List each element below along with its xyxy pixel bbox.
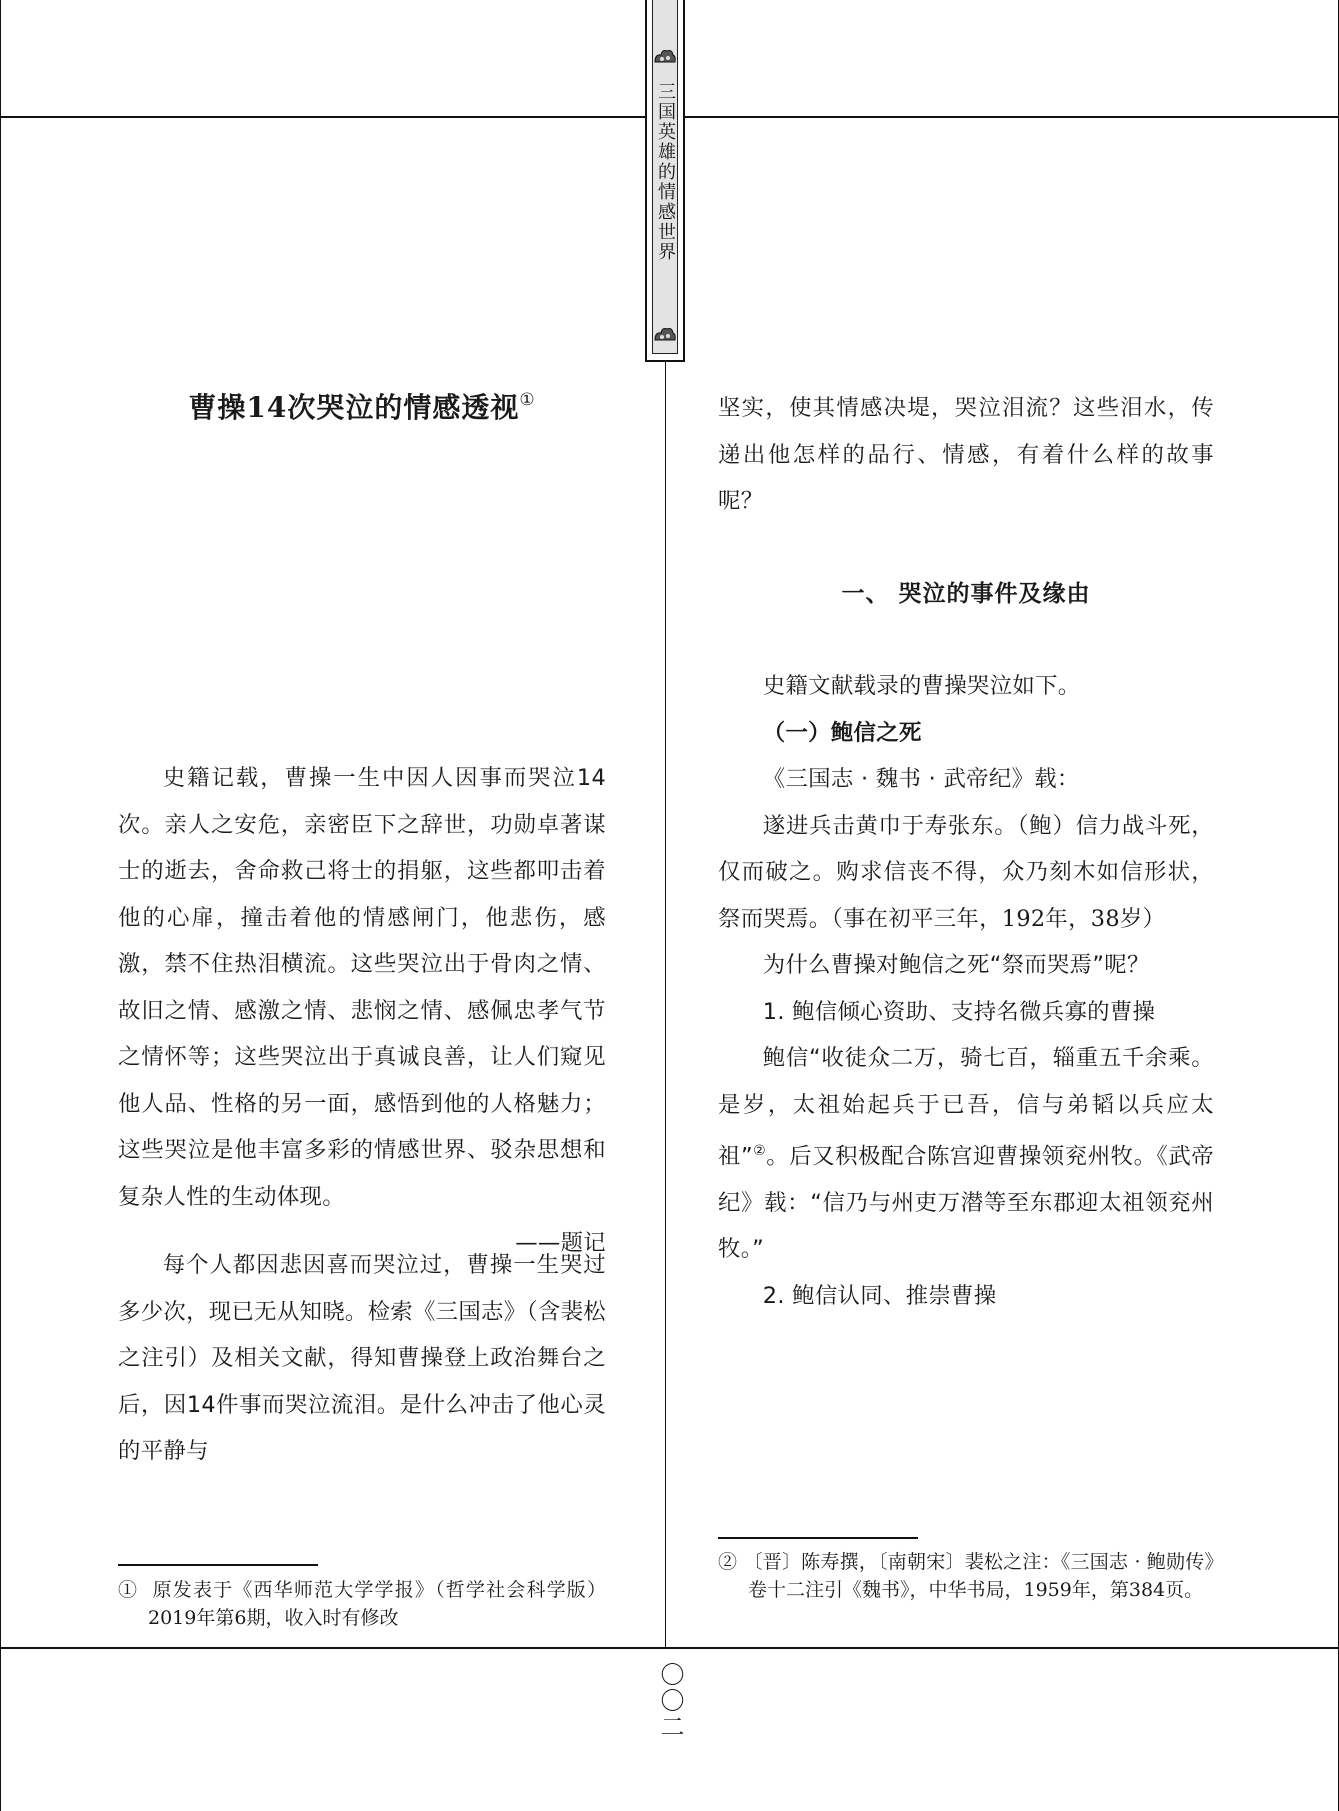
right-body: [718, 663, 1214, 1319]
subheading: （一）鲍信之死: [762, 719, 922, 746]
point-1-text-b: 。后又积极配合陈宫迎曹操领兖州牧。《武帝纪》载：“信乃与州吏万潜等至东郡迎太祖领兖州牧。”: [718, 1143, 1214, 1263]
point-1-text-a: 鲍信“收徒众二万，骑七百，辎重五千余乘。是岁，太祖始起兵于已吾，信与弟韬以兵应太祖”: [718, 1045, 1214, 1170]
footnote-2-mark: ②: [718, 1551, 738, 1573]
footnote-1-text: 原发表于《西华师范大学学报》（哲学社会科学版）2019年第6期，收入时有修改: [148, 1579, 606, 1629]
question-paragraph: 为什么曹操对鲍信之死“祭而哭焉”呢？: [762, 952, 1150, 978]
footnote-rule-left: [118, 1564, 318, 1566]
page-number: 〇〇二: [656, 1662, 684, 1740]
point-1-text: [718, 1035, 1214, 1273]
left-body: [118, 1242, 606, 1475]
footnote-rule-right: [718, 1537, 918, 1539]
section-intro: 史籍文献载录的曹操哭泣如下。: [762, 673, 1081, 699]
source-line: 《三国志 · 魏书 · 武帝纪》载：: [762, 766, 1080, 792]
epigraph-text: 史籍记载，曹操一生中因人因事而哭泣14次。亲人之安危，亲密臣下之辞世，功勋卓著谋士的逝去，舍命救己将士的捐躯，这些都叩击着他的心扉，撞击着他的情感闸门，他悲伤，感激，禁不住热泪横流。这些哭泣出于骨肉之情、故旧之情、感激之情、悲悯之情、感佩忠孝气节之情怀等；这些哭泣出于真诚良善，让人们窥见他人品、性格的另一面，感悟到他的人格魅力；这些哭泣是他丰富多彩的情感世界、驳杂思想和复杂人性的生动体现。: [118, 765, 606, 1210]
footnote-1-mark: ①: [118, 1579, 139, 1601]
article-title-text: 曹操14次哭泣的情感透视: [188, 391, 520, 424]
point-1-heading: 1. 鲍信倾心资助、支持名微兵寡的曹操: [762, 998, 1156, 1025]
footnote-2: [718, 1548, 1214, 1604]
page-edge-left: [0, 0, 1, 1811]
book-title: 三国英雄的情感世界: [655, 82, 676, 262]
book-title-tab: [645, 0, 685, 362]
continuation-paragraph: 坚实，使其情感决堤，哭泣泪流？这些泪水，传递出他怎样的品行、情感，有着什么样的故事呢？: [718, 395, 1214, 514]
book-title-tab-inner: [652, 0, 678, 354]
article-title: [118, 386, 606, 426]
cloud-ornament-icon: [653, 46, 677, 68]
footnote-ref-2[interactable]: ②: [752, 1143, 767, 1159]
historical-quote: 遂进兵击黄巾于寿张东。（鲍）信力战斗死，仅而破之。购求信丧不得，众乃刻木如信形状，祭而哭焉。（事在初平三年，192年，38岁）: [718, 812, 1214, 932]
epigraph-signature: ——题记: [515, 1230, 606, 1256]
section-heading: 一、 哭泣的事件及缘由: [841, 581, 1091, 607]
right-continuation: [718, 385, 1214, 525]
bottom-rule: [0, 1647, 1339, 1649]
column-divider: [665, 362, 666, 1647]
epigraph: [118, 755, 606, 1267]
footnote-1: [118, 1576, 606, 1632]
cloud-ornament-icon: [653, 324, 677, 346]
point-2-heading: 2. 鲍信认同、推崇曹操: [762, 1282, 997, 1309]
footnote-2-text: 〔晋〕陈寿撰，〔南朝宋〕裴松之注：《三国志 · 鲍勋传》卷十二注引《魏书》，中华书局，1959年，第384页。: [743, 1551, 1214, 1601]
footnote-ref-1[interactable]: ①: [519, 390, 536, 410]
intro-paragraph: 每个人都因悲因喜而哭泣过，曹操一生哭过多少次，现已无从知晓。检索《三国志》（含裴松之注引）及相关文献，得知曹操登上政治舞台之后，因14件事而哭泣流泪。是什么冲击了他心灵的平静与: [118, 1252, 606, 1464]
